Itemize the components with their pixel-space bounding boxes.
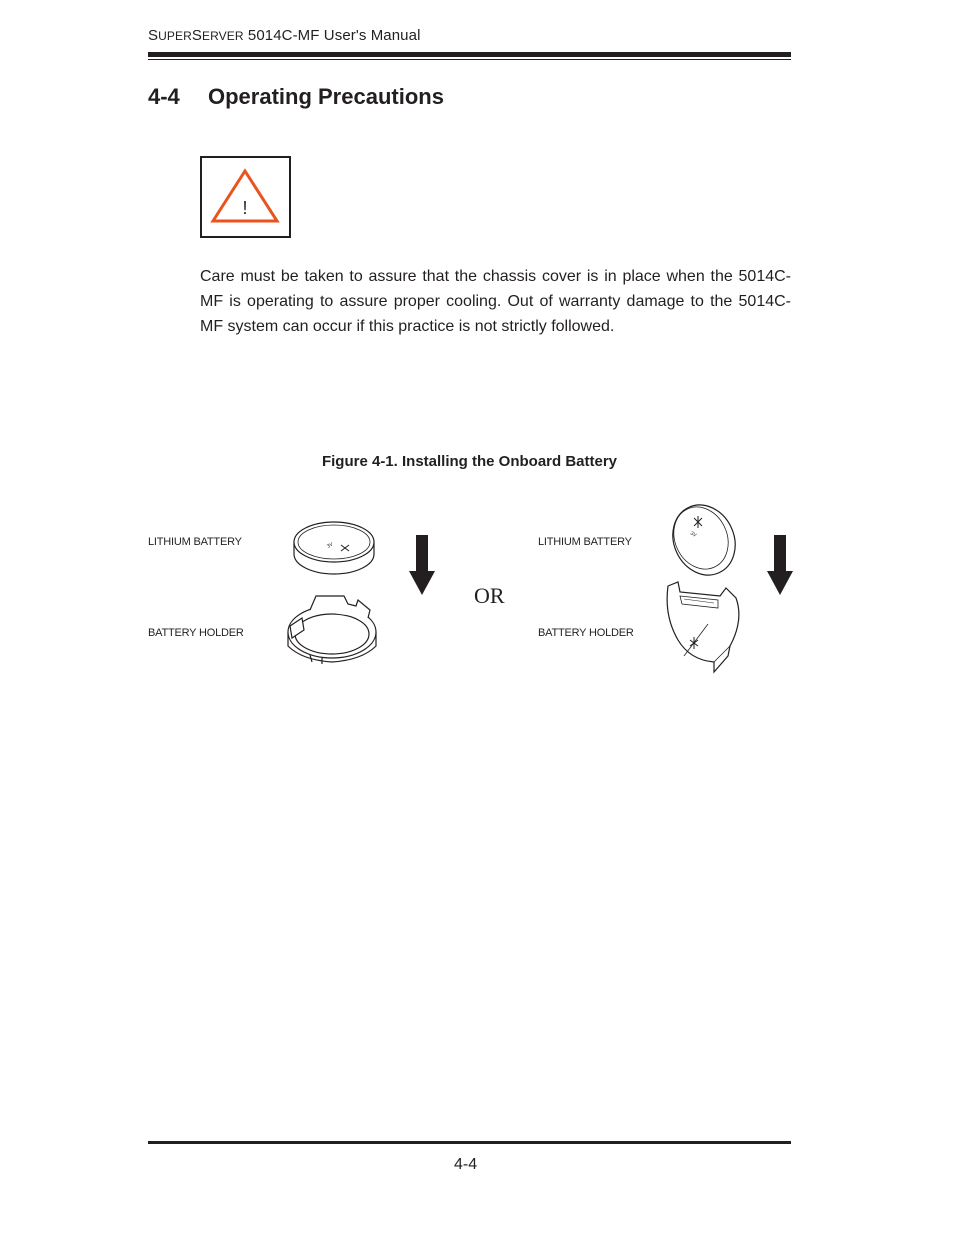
section-number: 4-4 [148, 84, 180, 109]
header-title-s1: S [148, 27, 159, 44]
svg-text:3V: 3V [326, 541, 335, 550]
warning-box [200, 156, 291, 238]
right-insert-arrow-icon [767, 535, 793, 595]
warning-mark: ! [242, 198, 248, 218]
right-battery-holder-label: BATTERY HOLDER [538, 627, 634, 639]
upright-lithium-battery-icon [662, 500, 746, 585]
running-header [148, 27, 421, 44]
figure-caption: Figure 4-1. Installing the Onboard Battery [321, 453, 618, 470]
upright-battery-holder-icon [667, 582, 739, 672]
section-title: Operating Precautions [208, 84, 444, 109]
or-label: OR [474, 583, 505, 608]
page-number: 4-4 [454, 1156, 478, 1173]
header-rule [148, 52, 791, 57]
left-lithium-battery-label: LITHIUM BATTERY [148, 536, 242, 548]
section-heading [148, 84, 444, 110]
left-insert-arrow-icon [409, 535, 435, 595]
footer-rule [148, 1141, 791, 1144]
header-title-s2: UPER [158, 29, 192, 43]
flat-battery-illustration [282, 510, 382, 670]
header-title-s4: ERVER [201, 29, 244, 43]
flat-battery-holder-icon [288, 596, 376, 664]
warning-triangle-icon [209, 165, 281, 227]
header-title-s3: S [191, 27, 202, 44]
left-battery-holder-label: BATTERY HOLDER [148, 627, 244, 639]
flat-lithium-battery-icon [294, 522, 374, 574]
header-title-rest: 5014C-MF User's Manual [243, 27, 421, 44]
upright-battery-illustration [656, 500, 746, 675]
svg-text:3V: 3V [689, 530, 698, 539]
right-lithium-battery-label: LITHIUM BATTERY [538, 536, 632, 548]
precaution-paragraph: Care must be taken to assure that the chassis cover is in place when the 5014C-MF is operating to assure proper cooling. Out of warranty damage to the 5014C-MF system can occur if this practice is not strictly followed. [200, 268, 791, 335]
header-rule-thin [148, 59, 791, 60]
